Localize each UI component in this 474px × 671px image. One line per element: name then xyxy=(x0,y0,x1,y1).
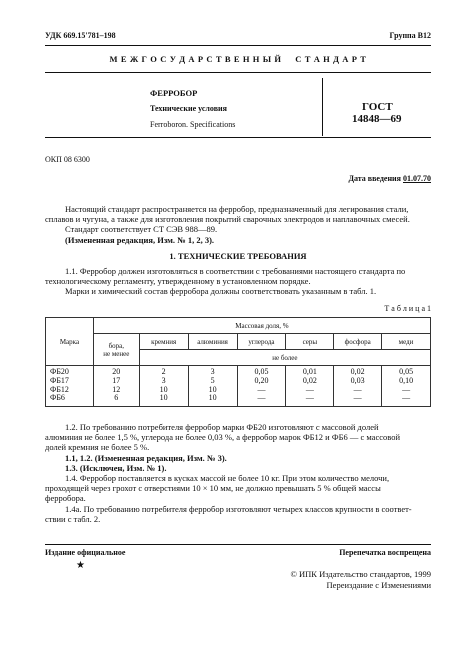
title-divider xyxy=(322,78,323,136)
header-copper: меди xyxy=(382,334,431,350)
header-sulfur: серы xyxy=(286,334,334,350)
introduction-date-value: 01.07.70 xyxy=(403,174,431,183)
column-phosphorus-values: 0,02 0,03 — — xyxy=(334,366,382,407)
revision-1-1-1-2: 1.1, 1.2. (Измененная редакция, Изм. № 3). xyxy=(65,452,227,463)
introduction-date xyxy=(318,174,431,184)
column-carbon-values: 0,05 0,20 — — xyxy=(237,366,286,407)
reissue-note: Переиздание с Изменениями xyxy=(326,580,431,590)
header-phosphorus: фосфора xyxy=(334,334,382,350)
section-1-title: 1. ТЕХНИЧЕСКИЕ ТРЕБОВАНИЯ xyxy=(169,251,307,261)
copyright: © ИПК Издательство стандартов, 1999 xyxy=(290,569,431,579)
header-rule-bottom xyxy=(45,72,431,73)
footer-rule xyxy=(45,544,431,545)
column-copper-values: 0,05 0,10 — — xyxy=(382,366,431,407)
header-aluminium: алюминия xyxy=(188,334,237,350)
doc-english-title: Ferroboron. Specifications xyxy=(150,120,236,129)
header-rule-top xyxy=(45,45,431,46)
header-mark: Марка xyxy=(46,318,94,366)
star-icon: ★ xyxy=(76,560,85,571)
standard-banner: М Е Ж Г О С У Д А Р С Т В Е Н Н Ы Й С Т А Н Д А Р Т xyxy=(109,54,367,64)
udk-code: УДК 669.15'781–198 xyxy=(45,31,116,40)
group-code: Группа В12 xyxy=(389,31,431,40)
gost-number: 14848—69 xyxy=(352,113,402,125)
header-silicon: кремния xyxy=(139,334,188,350)
paragraph-1-1: 1.1. Ферробор должен изготовляться в соответствии с требованиями настоящего стандарта по технологическому регламенту, утвержденному в установленном порядке. Марки и химический состав ферробора должны соответствовать указанным в табл. 1. xyxy=(45,266,406,297)
paragraph-1-2: 1.2. По требованию потребителя ферробор марки ФБ20 изготовляют с массовой долей алюминия не более 1,5 %, углерода не более 0,03 %, а ферробор марок ФБ12 и ФБ6 — с массовой долей кремния не более 5 %. 1.1, 1.2. (Измененная редакция, Изм. № 3). 1.3. (Исключен, Изм. № 1). 1.4. Ферробор поставляется в кусках массой не более 10 кг. При этом количество мелочи, проходящей через грохот с отверстиями 10 × 10 мм, не должно превышать 5 % общей массы ферробора. 1.4а. По требованию потребителя ферробор изготовляют четырех классов крупности в соответ- ствии с табл. 2. xyxy=(45,422,431,524)
column-aluminium-values: 3 5 10 10 xyxy=(188,366,237,407)
column-silicon-values: 2 3 10 10 xyxy=(139,366,188,407)
column-sulfur-values: 0,01 0,02 — — xyxy=(286,366,334,407)
doc-subtitle: Технические условия xyxy=(150,104,227,113)
intro-paragraph: Настоящий стандарт распространяется на ферробор, предназначенный для легирования стали, сплавов и чугуна, а также для изготовления покрытий сварочных электродов и наплавочных смесей. Стандарт соответствует СТ СЭВ 988—89. (Измененная редакция, Изм. № 1, 2, 3). xyxy=(45,204,431,245)
official-edition: Издание официальное xyxy=(45,548,126,557)
header-not-more: не более xyxy=(139,350,430,366)
intro-revision: (Измененная редакция, Изм. № 1, 2, 3). xyxy=(65,234,215,245)
title-rule xyxy=(45,137,431,138)
header-carbon: углерода xyxy=(237,334,286,350)
reprint-prohibited: Перепечатка воспрещена xyxy=(339,548,431,557)
column-boron-values: 20 17 12 6 xyxy=(93,366,139,407)
paragraph-1-3: 1.3. (Исключен, Изм. № 1). xyxy=(65,462,167,473)
composition-table xyxy=(45,317,431,407)
column-marks: ФБ20 ФБ17 ФБ12 ФБ6 xyxy=(46,366,94,407)
okp-code: ОКП 08 6300 xyxy=(45,155,90,164)
doc-title: ФЕРРОБОР xyxy=(150,88,198,98)
introduction-date-label: Дата введения xyxy=(348,174,403,183)
table-caption: Т а б л и ц а 1 xyxy=(384,304,431,313)
header-mass-fraction: Массовая доля, % xyxy=(93,318,430,334)
gost-label: ГОСТ xyxy=(362,101,393,113)
header-boron: бора, не менее xyxy=(93,334,139,366)
